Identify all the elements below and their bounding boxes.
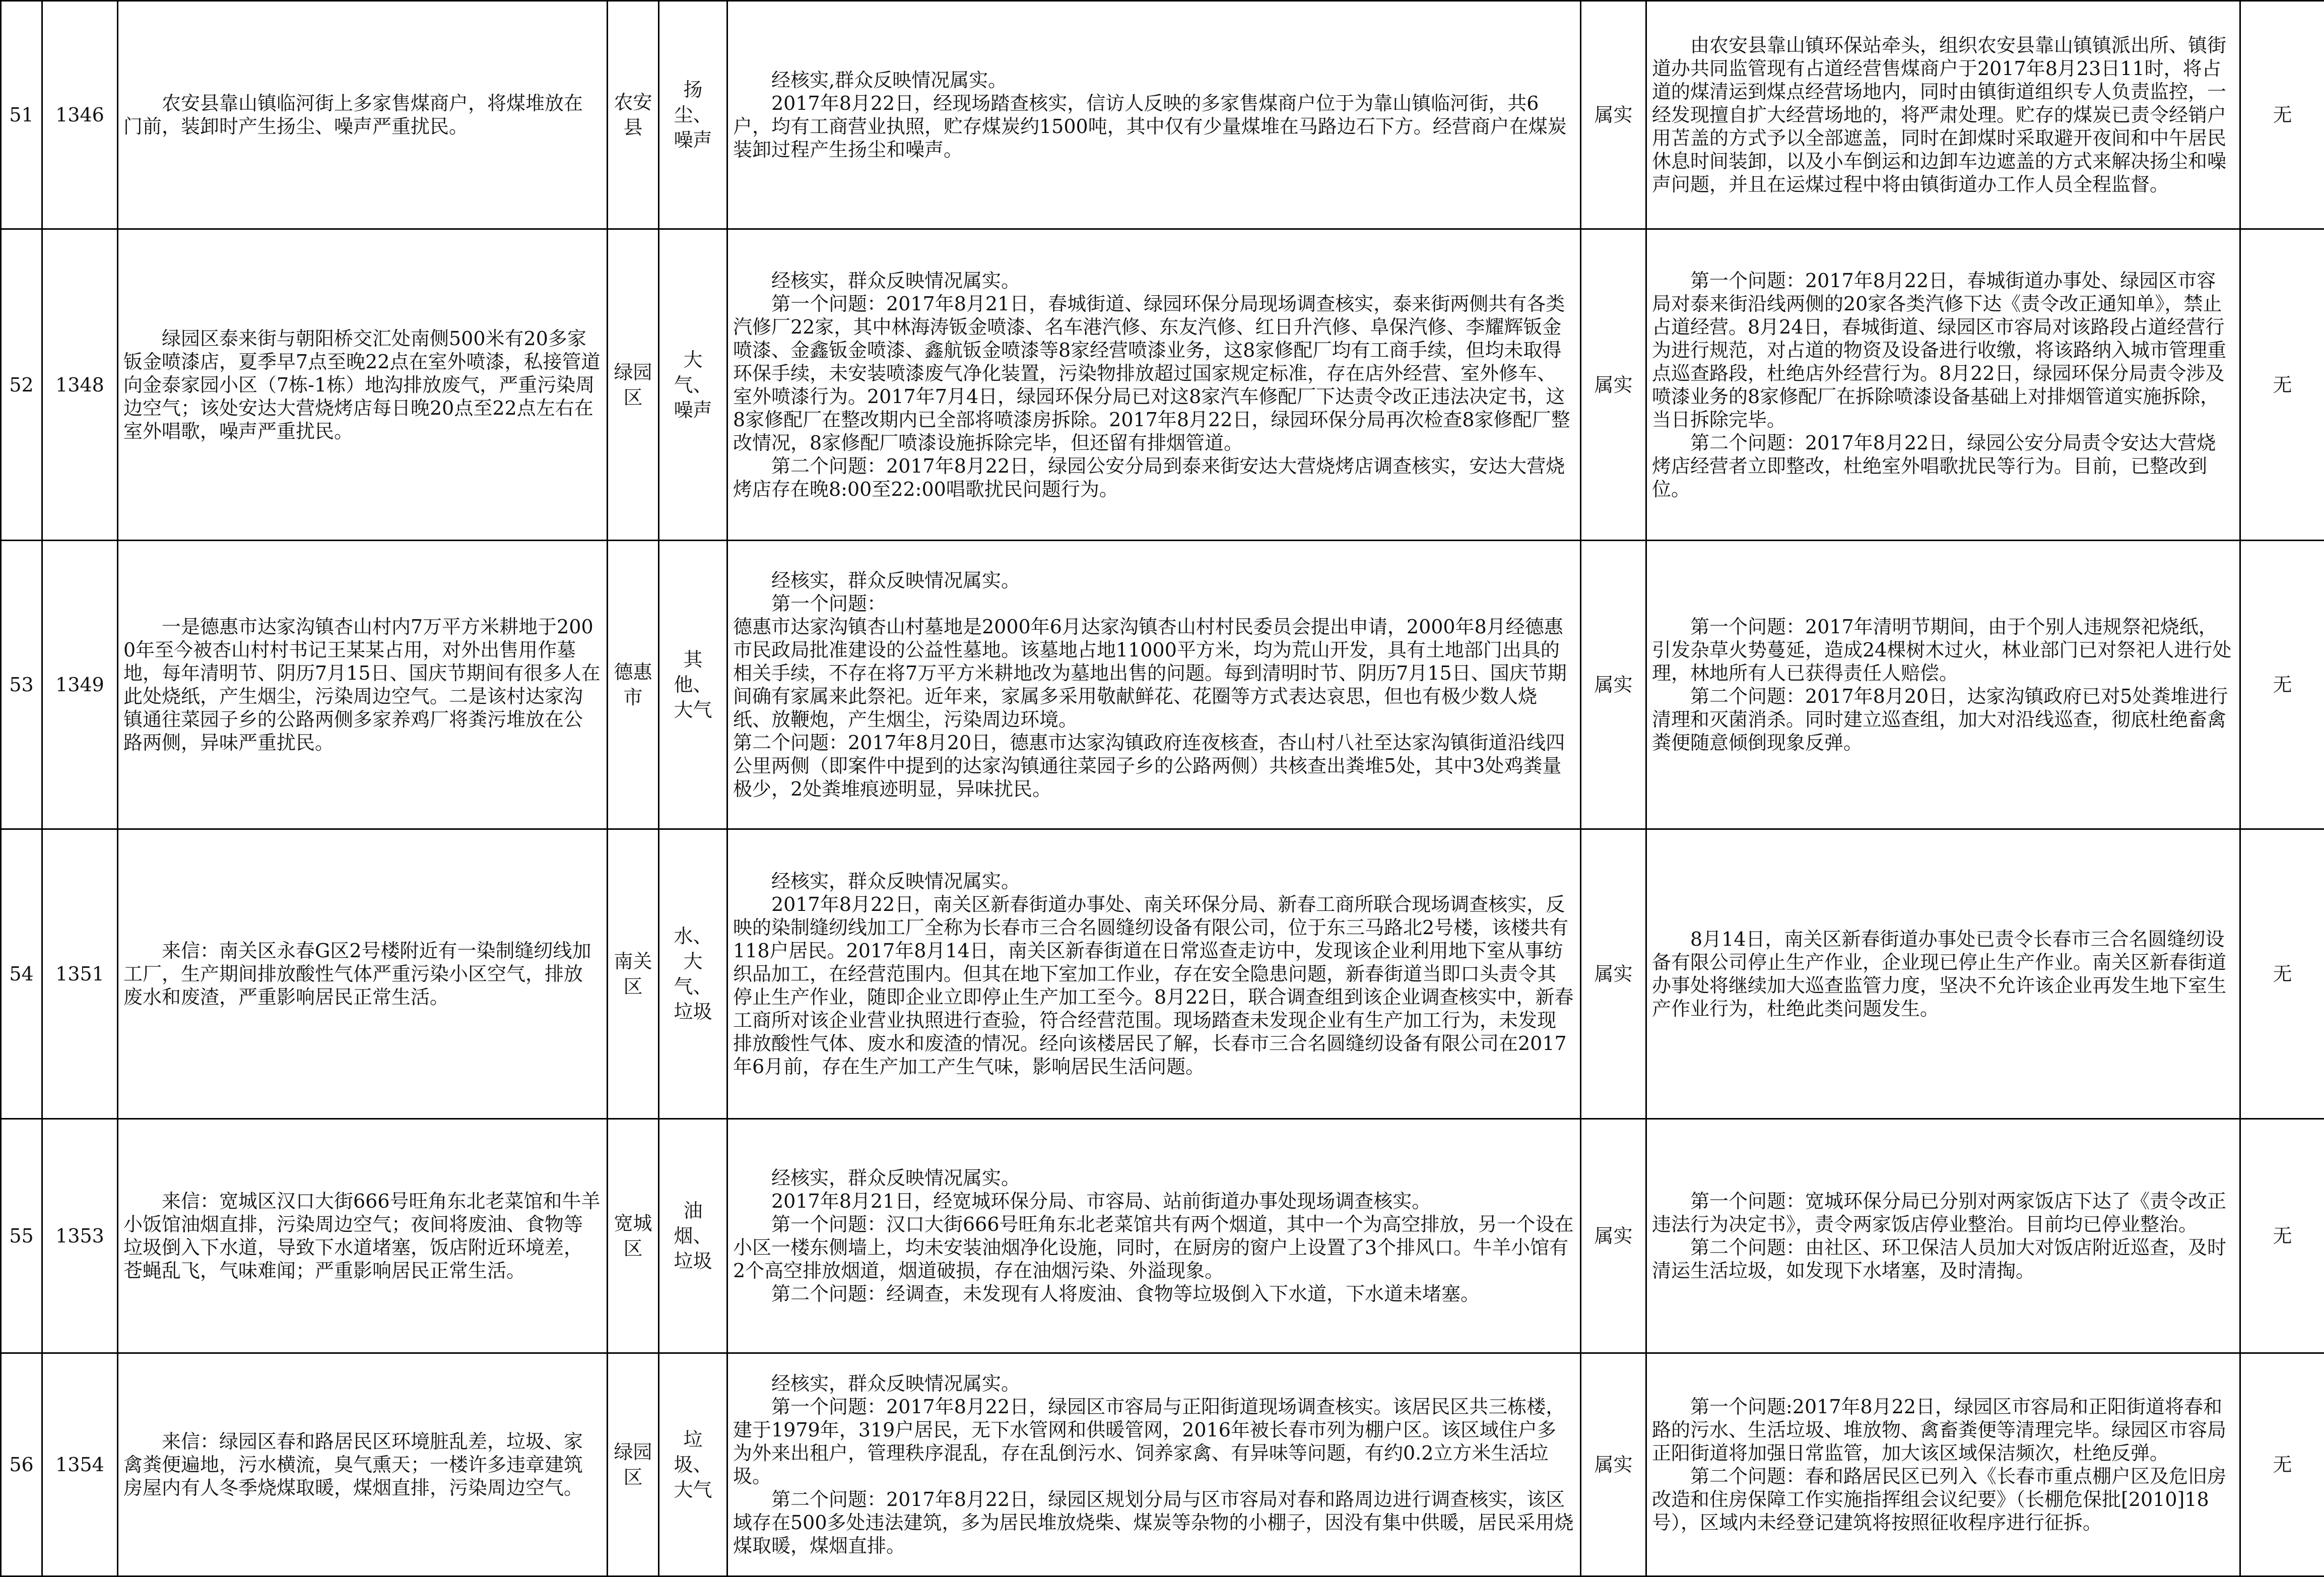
remediation-cell bbox=[1646, 1, 2240, 229]
district-cell: 南关区 bbox=[608, 829, 659, 1119]
pollution-type-cell: 大气、噪声 bbox=[659, 229, 727, 541]
verification-cell-paragraph: 第一个问题：2017年8月21日，春城街道、绿园环保分局现场调查核实，泰来街两侧共有各类汽修厂22家，其中林海涛钣金喷漆、名车港汽修、东友汽修、红日升汽修、阜保汽修、李耀辉钣金喷漆、金鑫钣金喷漆、鑫航钣金喷漆等8家经营喷漆业务，这8家修配厂均有工商手续，但均未取得环保手续，未安装喷漆废气净化装置，污染物排放超过国家规定标准，存在店外经营、室外修车、室外喷漆行为。2017年7月4日，绿园环保分局已对这8家汽车修配厂下达责令改正违法决定书，这8家修配厂在整改期内已全部将喷漆房拆除。2017年8月22日，绿园环保分局再次检查8家修配厂整改情况，8家修配厂喷漆设施拆除完毕，但还留有排烟管道。 bbox=[733, 292, 1575, 454]
case-id-cell: 1349 bbox=[42, 541, 118, 829]
accountability-cell: 无 bbox=[2240, 1, 2324, 229]
complaint-cell: 一是德惠市达家沟镇杏山村内7万平方米耕地于2000年至今被杏山村村书记王某某占用，对外出售用作墓地，每年清明节、阴历7月15日、国庆节期间有很多人在此处烧纸，产生烟尘，污染周边空气。二是该村达家沟镇通往菜园子乡的公路两侧多家养鸡厂将粪污堆放在公路两侧，异味严重扰民。 bbox=[118, 541, 608, 829]
remediation-cell-paragraph: 第一个问题:2017年8月22日，绿园区市容局和正阳街道将春和路的污水、生活垃圾、堆放物、禽畜粪便等清理完毕。绿园区市容局正阳街道将加强日常监管，加大该区域保洁频次，杜绝反弹。 bbox=[1652, 1395, 2234, 1465]
pollution-type-cell: 水、大气、垃圾 bbox=[659, 829, 727, 1119]
district-cell: 德惠市 bbox=[608, 541, 659, 829]
verification-cell bbox=[727, 829, 1581, 1119]
complaint-cell: 农安县靠山镇临河街上多家售煤商户，将煤堆放在门前，装卸时产生扬尘、噪声严重扰民。 bbox=[118, 1, 608, 229]
row-number-cell: 52 bbox=[1, 229, 42, 541]
accountability-cell: 无 bbox=[2240, 1119, 2324, 1353]
accountability-cell: 无 bbox=[2240, 229, 2324, 541]
verification-cell-paragraph: 第二个问题：2017年8月22日，绿园公安分局到泰来街安达大营烧烤店调查核实，安达大营烧烤店存在晚8:00至22:00唱歌扰民问题行为。 bbox=[733, 454, 1575, 501]
case-table-body bbox=[1, 1, 2324, 1576]
row-number-cell: 51 bbox=[1, 1, 42, 229]
complaint-cell: 来信：宽城区汉口大街666号旺角东北老菜馆和牛羊小饭馆油烟直排，污染周边空气；夜间将废油、食物等垃圾倒入下水道，导致下水道堵塞，饭店附近环境差，苍蝇乱飞，气味难闻；严重影响居民正常生活。 bbox=[118, 1119, 608, 1353]
remediation-cell-paragraph: 8月14日，南关区新春街道办事处已责令长春市三合名圆缝纫设备有限公司停止生产作业，企业现已停止生产作业。南关区新春街道办事处将继续加大巡查监管力度，坚决不允许该企业再发生地下室生产作业行为，杜绝此类问题发生。 bbox=[1652, 928, 2234, 1020]
row-number-cell: 56 bbox=[1, 1353, 42, 1576]
district-cell: 绿园区 bbox=[608, 1353, 659, 1576]
table-row bbox=[1, 229, 2324, 541]
table-row bbox=[1, 829, 2324, 1119]
row-number-cell: 55 bbox=[1, 1119, 42, 1353]
remediation-cell-paragraph: 第一个问题：宽城环保分局已分别对两家饭店下达了《责令改正违法行为决定书》，责令两家饭店停业整治。目前均已停业整治。 bbox=[1652, 1190, 2234, 1236]
verdict-cell: 属实 bbox=[1581, 1, 1646, 229]
verification-cell-paragraph: 第一个问题：2017年8月22日，绿园区市容局与正阳街道现场调查核实。该居民区共三栋楼，建于1979年，319户居民，无下水管网和供暖管网，2016年被长春市列为棚户区。该区域住户多为外来出租户，管理秩序混乱，存在乱倒污水、饲养家禽、有异味等问题，有约0.2立方米生活垃圾。 bbox=[733, 1395, 1575, 1488]
case-id-cell: 1348 bbox=[42, 229, 118, 541]
remediation-cell bbox=[1646, 829, 2240, 1119]
verification-cell-paragraph: 经核实,群众反映情况属实。 bbox=[733, 69, 1575, 92]
case-id-cell: 1351 bbox=[42, 829, 118, 1119]
remediation-cell bbox=[1646, 1119, 2240, 1353]
pollution-type-cell: 垃圾、大气 bbox=[659, 1353, 727, 1576]
verification-cell-paragraph: 第一个问题： bbox=[733, 592, 1575, 615]
pollution-type-cell: 油烟、垃圾 bbox=[659, 1119, 727, 1353]
table-row bbox=[1, 1353, 2324, 1576]
verdict-cell: 属实 bbox=[1581, 1353, 1646, 1576]
remediation-cell-paragraph: 第二个问题：2017年8月22日，绿园公安分局责令安达大营烧烤店经营者立即整改，杜绝室外唱歌扰民等行为。目前，已整改到位。 bbox=[1652, 431, 2234, 501]
district-cell: 农安县 bbox=[608, 1, 659, 229]
case-id-cell: 1346 bbox=[42, 1, 118, 229]
remediation-cell-paragraph: 第二个问题：由社区、环卫保洁人员加大对饭店附近巡查，及时清运生活垃圾，如发现下水堵塞，及时清掏。 bbox=[1652, 1236, 2234, 1282]
case-id-cell: 1354 bbox=[42, 1353, 118, 1576]
verification-cell-paragraph: 经核实，群众反映情况属实。 bbox=[733, 870, 1575, 893]
district-cell: 绿园区 bbox=[608, 229, 659, 541]
remediation-cell-paragraph: 第二个问题：春和路居民区已列入《长春市重点棚户区及危旧房改造和住房保障工作实施指挥组会议纪要》（长棚危保批[2010]18号），区域内未经登记建筑将按照征收程序进行征拆。 bbox=[1652, 1465, 2234, 1534]
verification-cell-paragraph: 经核实，群众反映情况属实。 bbox=[733, 1166, 1575, 1190]
verification-cell-paragraph: 德惠市达家沟镇杏山村墓地是2000年6月达家沟镇杏山村村民委员会提出申请，2000年8月经德惠市民政局批准建设的公益性墓地。该墓地占地11000平方米，均为荒山开发，具有土地部门出具的相关手续，不存在将7万平方米耕地改为墓地出售的问题。每到清明时节、阴历7月15日、国庆节期间确有家属来此祭祀。近年来，家属多采用敬献鲜花、花圈等方式表达哀思，但也有极少数人烧纸、放鞭炮，产生烟尘，污染周边环境。 bbox=[733, 615, 1575, 731]
pollution-type-cell: 扬尘、噪声 bbox=[659, 1, 727, 229]
verification-cell-paragraph: 第二个问题：2017年8月20日，德惠市达家沟镇政府连夜核查，杏山村八社至达家沟镇街道沿线四公里两侧（即案件中提到的达家沟镇通往菜园子乡的公路两侧）共核查出粪堆5处，其中3处鸡粪量极少，2处粪堆痕迹明显，异味扰民。 bbox=[733, 731, 1575, 801]
verification-cell bbox=[727, 1353, 1581, 1576]
verification-cell bbox=[727, 541, 1581, 829]
table-row bbox=[1, 1, 2324, 229]
verification-cell bbox=[727, 1, 1581, 229]
verification-cell-paragraph: 2017年8月21日，经宽城环保分局、市容局、站前街道办事处现场调查核实。 bbox=[733, 1190, 1575, 1213]
case-id-cell: 1353 bbox=[42, 1119, 118, 1353]
verification-cell-paragraph: 2017年8月22日，经现场踏查核实，信访人反映的多家售煤商户位于为靠山镇临河街，共6户，均有工商营业执照，贮存煤炭约1500吨，其中仅有少量煤堆在马路边石下方。经营商户在煤炭装卸过程产生扬尘和噪声。 bbox=[733, 92, 1575, 161]
pollution-type-cell: 其他、大气 bbox=[659, 541, 727, 829]
verification-cell-paragraph: 第一个问题：汉口大街666号旺角东北老菜馆共有两个烟道，其中一个为高空排放，另一个设在小区一楼东侧墙上，均未安装油烟净化设施，同时，在厨房的窗户上设置了3个排风口。牛羊小馆有2个高空排放烟道，烟道破损，存在油烟污染、外溢现象。 bbox=[733, 1213, 1575, 1282]
remediation-cell bbox=[1646, 1353, 2240, 1576]
verdict-cell: 属实 bbox=[1581, 541, 1646, 829]
verification-cell bbox=[727, 1119, 1581, 1353]
verdict-cell: 属实 bbox=[1581, 229, 1646, 541]
accountability-cell: 无 bbox=[2240, 541, 2324, 829]
complaint-cell: 来信：南关区永春G区2号楼附近有一染制缝纫线加工厂，生产期间排放酸性气体严重污染小区空气，排放废水和废渣，严重影响居民正常生活。 bbox=[118, 829, 608, 1119]
remediation-cell-paragraph: 第二个问题：2017年8月20日，达家沟镇政府已对5处粪堆进行清理和灭菌消杀。同时建立巡查组，加大对沿线巡查，彻底杜绝畜禽粪便随意倾倒现象反弹。 bbox=[1652, 685, 2234, 754]
accountability-cell: 无 bbox=[2240, 1353, 2324, 1576]
verification-cell-paragraph: 经核实，群众反映情况属实。 bbox=[733, 569, 1575, 592]
accountability-cell: 无 bbox=[2240, 829, 2324, 1119]
verification-cell-paragraph: 经核实，群众反映情况属实。 bbox=[733, 1372, 1575, 1395]
verification-cell bbox=[727, 229, 1581, 541]
remediation-cell-paragraph: 第一个问题：2017年8月22日，春城街道办事处、绿园区市容局对泰来街沿线两侧的20家各类汽修下达《责令改正通知单》，禁止占道经营。8月24日，春城街道、绿园区市容局对该路段占道经营行为进行规范，对占道的物资及设备进行收缴，将该路纳入城市管理重点巡查路段，杜绝店外经营行为。8月22日，绿园环保分局责令涉及喷漆业务的8家修配厂在拆除喷漆设备基础上对排烟管道实施拆除，当日拆除完毕。 bbox=[1652, 269, 2234, 431]
verification-cell-paragraph: 经核实，群众反映情况属实。 bbox=[733, 269, 1575, 292]
row-number-cell: 54 bbox=[1, 829, 42, 1119]
verdict-cell: 属实 bbox=[1581, 1119, 1646, 1353]
complaint-cell: 绿园区泰来街与朝阳桥交汇处南侧500米有20多家钣金喷漆店，夏季早7点至晚22点在室外喷漆，私接管道向金泰家园小区（7栋-1栋）地沟排放废气，严重污染周边空气；该处安达大营烧烤店每日晚20点至22点左右在室外唱歌，噪声严重扰民。 bbox=[118, 229, 608, 541]
remediation-cell-paragraph: 由农安县靠山镇环保站牵头，组织农安县靠山镇镇派出所、镇街道办共同监管现有占道经营售煤商户于2017年8月23日11时，将占道的煤清运到煤点经营场地内，同时由镇街道组织专人负责监控，一经发现擅自扩大经营场地的，将严肃处理。贮存的煤炭已责令经销户用苫盖的方式予以全部遮盖，同时在卸煤时采取避开夜间和中午居民休息时间装卸，以及小车倒运和边卸车边遮盖的方式来解决扬尘和噪声问题，并且在运煤过程中将由镇街道办工作人员全程监督。 bbox=[1652, 34, 2234, 196]
remediation-cell bbox=[1646, 541, 2240, 829]
remediation-cell-paragraph: 第一个问题：2017年清明节期间，由于个别人违规祭祀烧纸，引发杂草火势蔓延，造成24棵树木过火，林业部门已对祭祀人进行处理，林地所有人已获得责任人赔偿。 bbox=[1652, 615, 2234, 685]
table-row bbox=[1, 541, 2324, 829]
verification-cell-paragraph: 第二个问题：2017年8月22日，绿园区规划分局与区市容局对春和路周边进行调查核实，该区域存在500多处违法建筑，多为居民堆放烧柴、煤炭等杂物的小棚子，因没有集中供暖，居民采用烧煤取暖，煤烟直排。 bbox=[733, 1488, 1575, 1557]
verdict-cell: 属实 bbox=[1581, 829, 1646, 1119]
verification-cell-paragraph: 2017年8月22日，南关区新春街道办事处、南关环保分局、新春工商所联合现场调查核实，反映的染制缝纫线加工厂全称为长春市三合名圆缝纫设备有限公司，位于东三马路北2号楼，该楼共有118户居民。2017年8月14日，南关区新春街道在日常巡查走访中，发现该企业利用地下室从事纺织品加工，在经营范围内。但其在地下室加工作业，存在安全隐患问题，新春街道当即口头责令其停止生产作业，随即企业立即停止生产加工至今。8月22日，联合调查组到该企业调查核实中，新春工商所对该企业营业执照进行查验，符合经营范围。现场踏查未发现企业有生产加工行为，未发现排放酸性气体、废水和废渣的情况。经向该楼居民了解，长春市三合名圆缝纫设备有限公司在2017年6月前，存在生产加工产生气味，影响居民生活问题。 bbox=[733, 893, 1575, 1078]
row-number-cell: 53 bbox=[1, 541, 42, 829]
table-row bbox=[1, 1119, 2324, 1353]
verification-cell-paragraph: 第二个问题：经调查，未发现有人将废油、食物等垃圾倒入下水道，下水道未堵塞。 bbox=[733, 1282, 1575, 1305]
remediation-cell bbox=[1646, 229, 2240, 541]
complaint-cell: 来信：绿园区春和路居民区环境脏乱差，垃圾、家禽粪便遍地，污水横流，臭气熏天；一楼许多违章建筑房屋内有人冬季烧煤取暖，煤烟直排，污染周边空气。 bbox=[118, 1353, 608, 1576]
district-cell: 宽城区 bbox=[608, 1119, 659, 1353]
